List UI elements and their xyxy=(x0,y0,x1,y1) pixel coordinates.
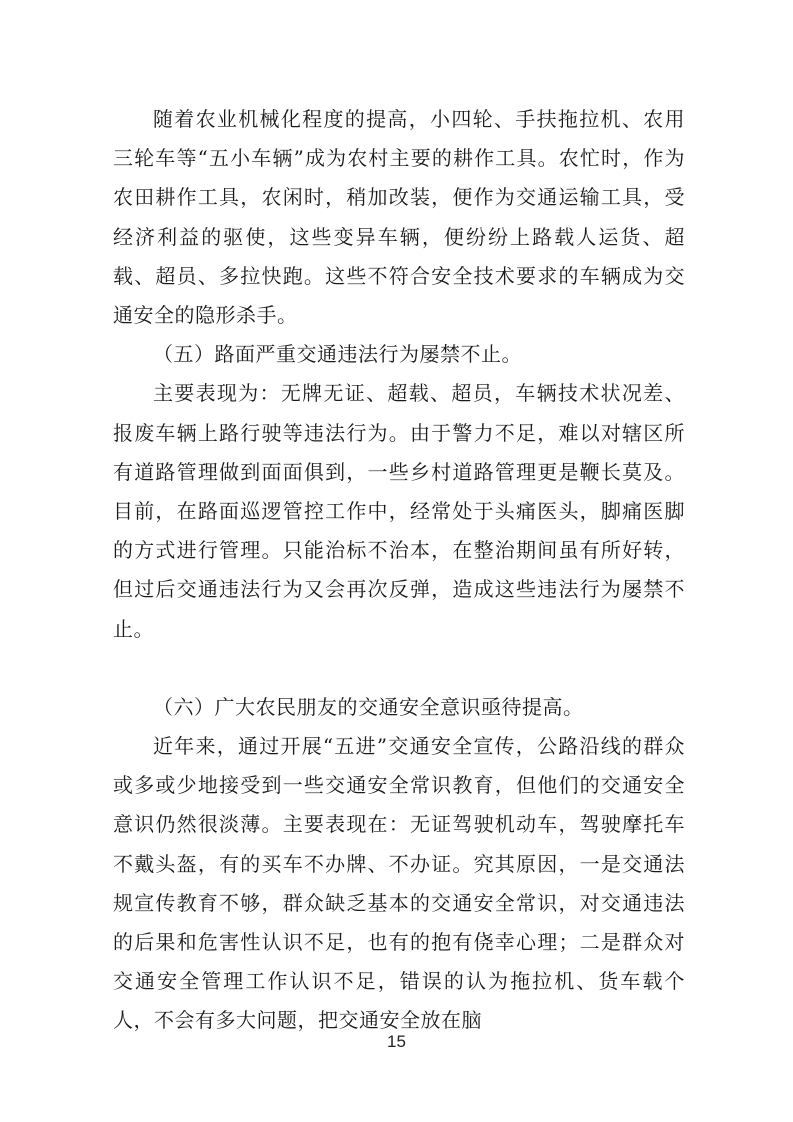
paragraph-farm-vehicles: 随着农业机械化程度的提高，小四轮、手扶拖拉机、农用三轮车等“五小车辆”成为农村主要的耕作工具。农忙时，作为农田耕作工具，农闲时，稍加改装，便作为交通运输工具，受经济利益的驱使，这些变异车辆，便纷纷上路载人运货、超载、超员、多拉快跑。这些不符合安全技术要求的车辆成为交通安全的隐形杀手。 xyxy=(113,107,685,328)
body-text xyxy=(113,100,685,1041)
heading-section-five: （五）路面严重交通违法行为屡禁不止。 xyxy=(153,342,522,367)
page-number: 15 xyxy=(387,1032,406,1051)
heading-section-six: （六）广大农民朋友的交通安全意识亟待提高。 xyxy=(153,694,584,719)
paragraph-spacer xyxy=(113,649,685,688)
paragraph-violations: 主要表现为：无牌无证、超载、超员，车辆技术状况差、报废车辆上路行驶等违法行为。由于警力不足，难以对辖区所有道路管理做到面面俱到，一些乡村道路管理更是鞭长莫及。目前，在路面巡逻管控工作中，经常处于头痛医头，脚痛医脚的方式进行管理。只能治标不治本，在整治期间虽有所好转，但过后交通违法行为又会再次反弹，造成这些违法行为屡禁不止。 xyxy=(113,381,685,641)
paragraph-safety-awareness: 近年来，通过开展“五进”交通安全宣传，公路沿线的群众或多或少地接受到一些交通安全常识教育，但他们的交通安全意识仍然很淡薄。主要表现在：无证驾驶机动车，驾驶摩托车不戴头盔，有的买车不办牌、不办证。究其原因，一是交通法规宣传教育不够，群众缺乏基本的交通安全常识，对交通违法的后果和危害性认识不足，也有的抱有侥幸心理；二是群众对交通安全管理工作认识不足，错误的认为拖拉机、货车载个人，不会有多大问题，把交通安全放在脑 xyxy=(113,734,685,1033)
